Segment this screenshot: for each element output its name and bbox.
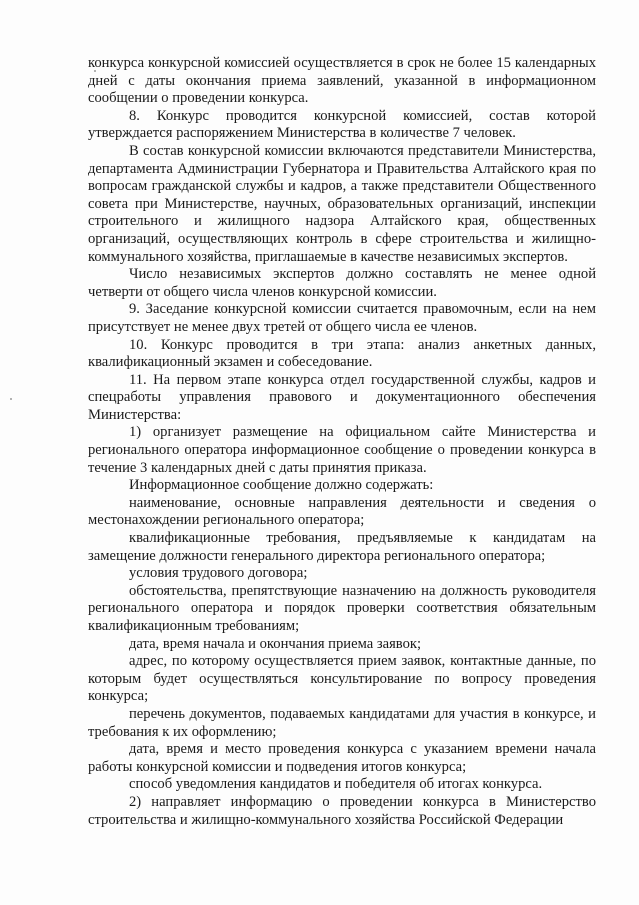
list-item-contract-terms: условия трудового договора; — [129, 565, 308, 582]
paragraph-subitem-1: 1) организует размещение на официальном сайте Министерства и регионального оператора информационное сообщение о проведении конкурса в течение 3 календарных дней с даты принятия приказа. — [88, 424, 596, 476]
scan-speck — [10, 398, 12, 400]
list-item-qualification: квалификационные требования, предъявляемые к кандидатам на замещение должности генерального директора регионального оператора; — [88, 530, 596, 564]
list-item-obstacles: обстоятельства, препятствующие назначению на должность руководителя регионального оператора и порядок проверки соответствия обязательным квалификационным требованиям; — [88, 582, 596, 634]
paragraph-message-content-intro: Информационное сообщение должно содержать: — [129, 477, 434, 494]
paragraph-subitem-2: 2) направляет информацию о проведении конкурса в Министерство строительства и жилищно-коммунального хозяйства Российской Федерации — [88, 793, 596, 828]
paragraph-item-9: 9. Заседание конкурсной комиссии считается правомочным, если на нем присутствует не менее двух третей от общего числа ее членов. — [88, 301, 596, 335]
list-item-address: адрес, по которому осуществляется прием заявок, контактные данные, по которым будет осуществляться консультирование по вопросу проведения конкурса; — [88, 653, 596, 705]
document-body — [88, 55, 596, 829]
paragraph-continuation: конкурса конкурсной комиссией осуществляется в срок не более 15 календарных дней с даты окончания приема заявлений, указанной в информационном сообщении о проведении конкурса. — [88, 55, 596, 107]
list-item-notification: способ уведомления кандидатов и победителя об итогах конкурса. — [129, 776, 543, 793]
paragraph-item-10: 10. Конкурс проводится в три этапа: анализ анкетных данных, квалификационный экзамен и собеседование. — [88, 336, 596, 371]
list-item-venue: дата, время и место проведения конкурса с указанием времени начала работы конкурсной комиссии и подведения итогов конкурса; — [88, 741, 596, 775]
list-item-name: наименование, основные направления деятельности и сведения о местонахождении регионального оператора; — [88, 494, 596, 529]
paragraph-commission-composition: В состав конкурсной комиссии включаются представители Министерства, департамента Администрации Губернатора и Правительства Алтайского края по вопросам гражданской службы и кадров, а также представители Общественного совета при Министерстве, научных, образовательных организаций, инспекции строительного и жилищного надзора Алтайского края, общественных организаций, осуществляющих контроль в сфере строительства и жилищно-коммунального хозяйства, приглашаемые в качестве независимых экспертов. — [88, 142, 596, 265]
paragraph-independent-experts: Число независимых экспертов должно составлять не менее одной четверти от общего числа членов конкурсной комиссии. — [88, 266, 596, 300]
list-item-dates: дата, время начала и окончания приема заявок; — [129, 635, 422, 652]
paragraph-item-8: 8. Конкурс проводится конкурсной комиссией, состав которой утверждается распоряжением Министерства в количестве 7 человек. — [88, 107, 596, 142]
paragraph-item-11: 11. На первом этапе конкурса отдел государственной службы, кадров и спецработы управления правового и документационного обеспечения Министерства: — [88, 371, 596, 423]
list-item-documents: перечень документов, подаваемых кандидатами для участия в конкурсе, и требования к их оформлению; — [88, 705, 596, 740]
